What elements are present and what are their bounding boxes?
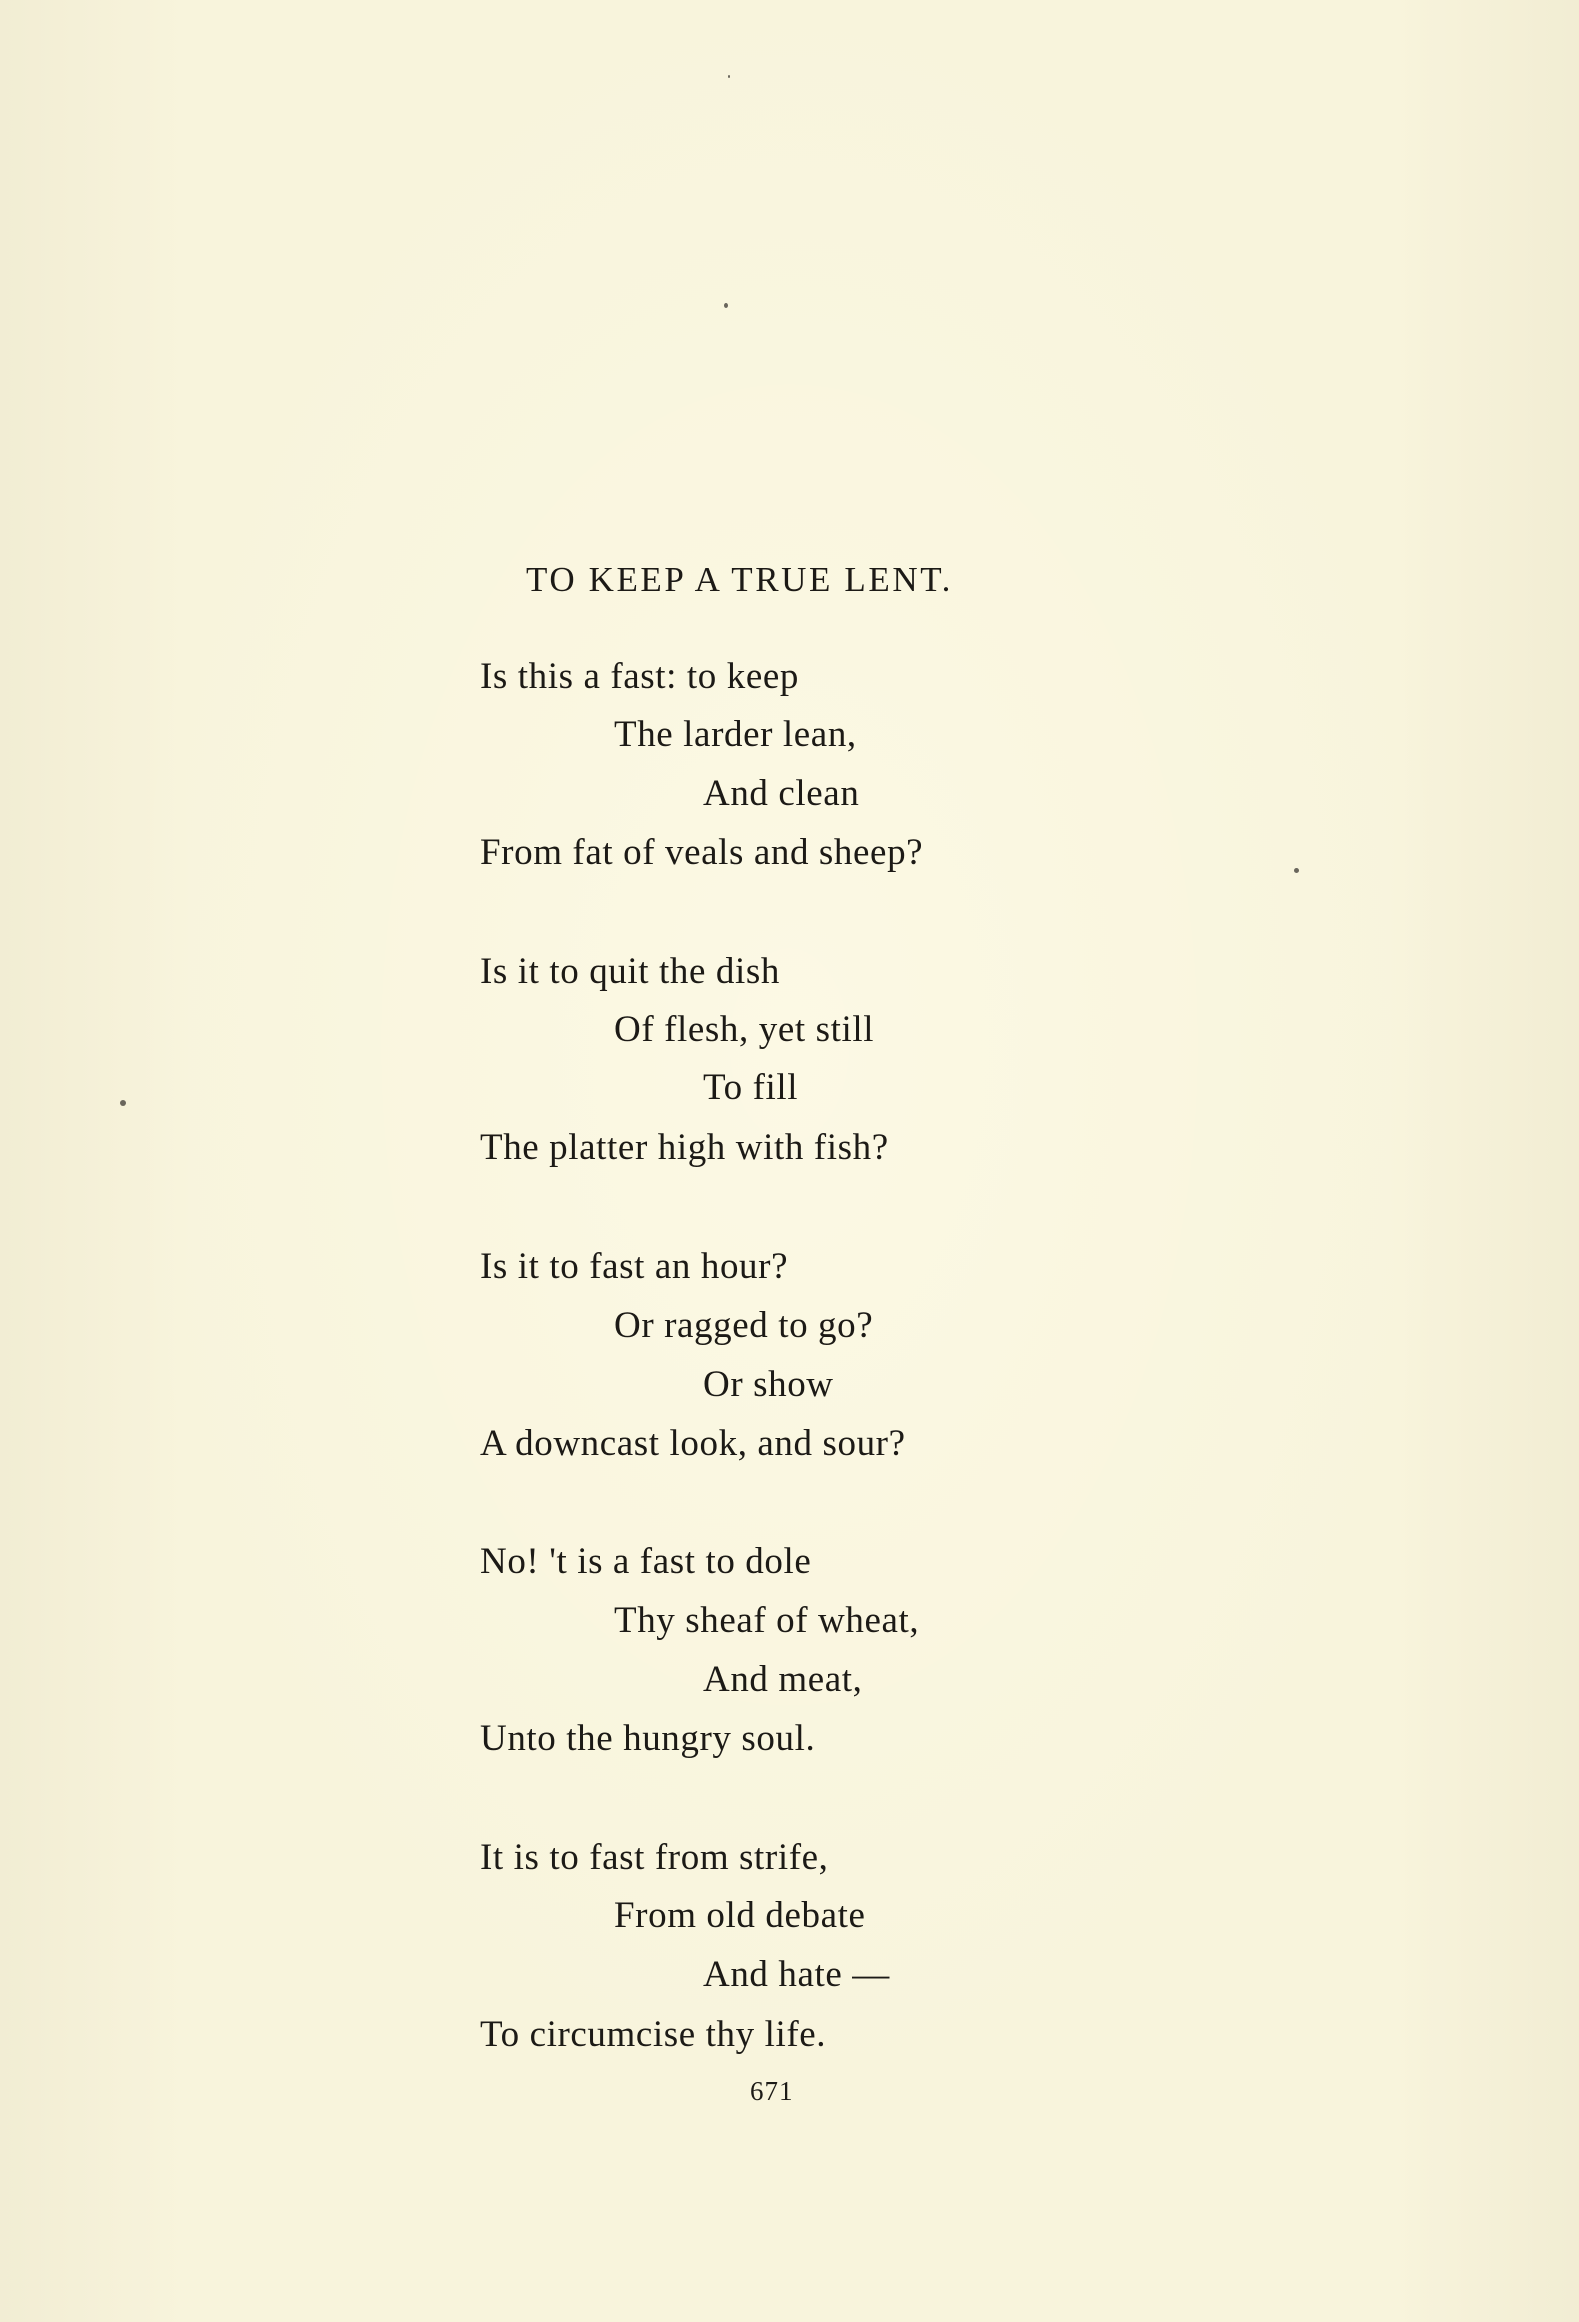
poem-line: Is it to quit the dish xyxy=(480,951,780,992)
poem-line: And clean xyxy=(703,773,860,814)
ink-speck xyxy=(120,1100,126,1106)
poem-line: Thy sheaf of wheat, xyxy=(614,1600,920,1641)
poem-line: The platter high with fish? xyxy=(480,1127,889,1168)
ink-speck xyxy=(728,75,730,78)
poem-line: No! 't is a fast to dole xyxy=(480,1541,812,1582)
page-number: 671 xyxy=(750,2076,794,2106)
poem-line: Unto the hungry soul. xyxy=(480,1718,816,1759)
poem-line: Or ragged to go? xyxy=(614,1305,874,1346)
poem-line: Is it to fast an hour? xyxy=(480,1246,789,1287)
ink-speck xyxy=(1294,868,1299,873)
poem-line: To circumcise thy life. xyxy=(480,2014,827,2055)
poem-line: A downcast look, and sour? xyxy=(480,1423,906,1464)
poem-line: From fat of veals and sheep? xyxy=(480,832,924,873)
poem-line: To fill xyxy=(703,1067,799,1108)
poem-line: And meat, xyxy=(703,1659,863,1700)
poem-line: From old debate xyxy=(614,1895,866,1936)
poem-line: And hate — xyxy=(703,1954,890,1995)
poem-title: TO KEEP A TRUE LENT. xyxy=(526,560,953,599)
poem-line: The larder lean, xyxy=(614,714,857,755)
poem-line: Or show xyxy=(703,1364,834,1405)
poem-line: Of flesh, yet still xyxy=(614,1009,875,1050)
poem-line: It is to fast from strife, xyxy=(480,1837,829,1878)
poem-line: Is this a fast: to keep xyxy=(480,656,799,697)
ink-speck xyxy=(724,303,728,308)
